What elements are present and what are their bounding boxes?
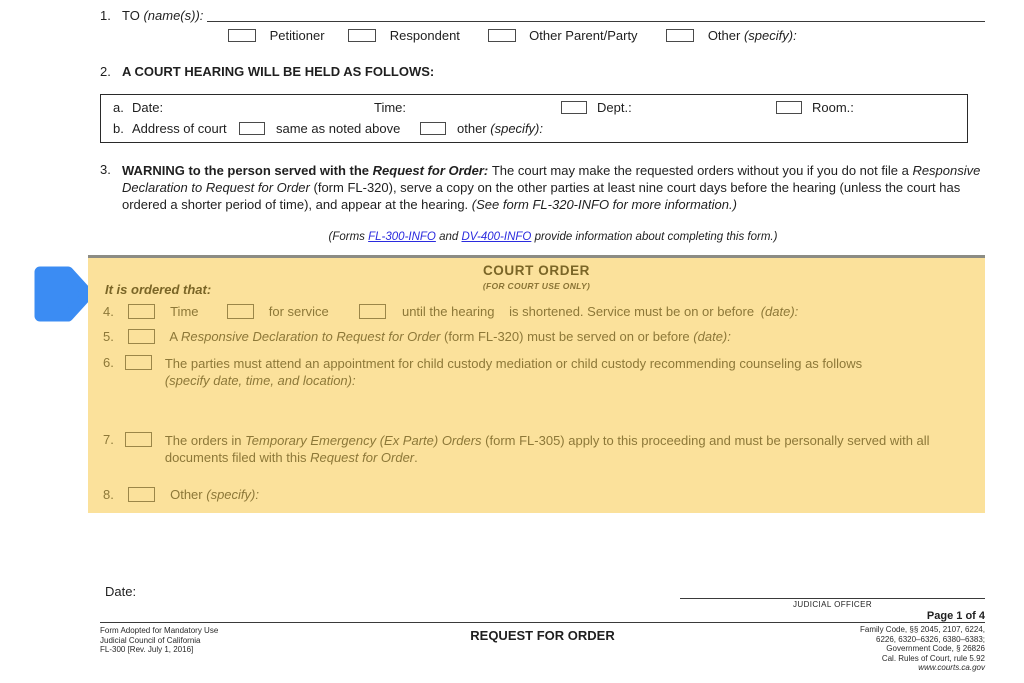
item1-label: TO (name(s)): [122, 8, 204, 23]
forms-info-note: (Forms FL-300-INFO and DV-400-INFO provide information about completing this form.) [328, 231, 778, 243]
other-parent-label: Other Parent/Party [529, 28, 638, 43]
court-order-subtitle: (FOR COURT USE ONLY) [482, 281, 591, 291]
item4-service-checkbox[interactable] [227, 304, 254, 319]
room-checkbox[interactable] [776, 101, 802, 114]
same-address-checkbox[interactable] [239, 122, 265, 135]
petitioner-checkbox[interactable] [228, 29, 256, 42]
petitioner-label: Petitioner [269, 28, 325, 43]
item2-heading: A COURT HEARING WILL BE HELD AS FOLLOWS: [122, 64, 435, 79]
item1-number: 1. [100, 8, 111, 23]
court-order-section [88, 255, 985, 513]
item2-number: 2. [100, 64, 111, 79]
footer-right-block: Family Code, §§ 2045, 2107, 6224, 6226, 6320–6326, 6380–6383; Government Code, § 26826 Cal. Rules of Court, rule 5.92 www.courts.ca.gov [860, 625, 985, 672]
item4-number: 4. [103, 304, 114, 319]
judicial-officer-signature-line[interactable] [680, 583, 985, 599]
item4-hearing-checkbox[interactable] [359, 304, 386, 319]
item7-number: 7. [103, 432, 114, 447]
respondent-label: Respondent [389, 28, 460, 43]
item1-checkbox-row [228, 28, 797, 43]
footer-left-block: Form Adopted for Mandatory Use Judicial Council of California FL-300 [Rev. July 1, 2016] [100, 626, 219, 654]
row-a-letter: a. [113, 100, 124, 115]
other-parent-checkbox[interactable] [488, 29, 516, 42]
item4-service-label: for service [268, 304, 329, 319]
order-item5: 5. A Responsive Declaration to Request for Order (form FL-320) must be served on or before (date): [103, 329, 731, 344]
other-checkbox[interactable] [666, 29, 694, 42]
item8-number: 8. [103, 487, 114, 502]
item4-time-checkbox[interactable] [128, 304, 155, 319]
warning-paragraph: WARNING to the person served with the Request for Order: The court may make the requested orders without you if you do not file a Responsive Declaration to Request for Order (form FL-320), serve a copy on the other parties at least nine court days before the hearing (unless the court has ordered a shorter period of time), and appear at the hearing. (See form FL-320-INFO for more information.) [122, 163, 981, 212]
court-order-title: COURT ORDER [482, 263, 591, 278]
ordered-label: It is ordered that: [105, 282, 212, 297]
item6-number: 6. [103, 355, 114, 370]
page-number: Page 1 of 4 [926, 610, 985, 622]
date-label: Date: [132, 100, 164, 115]
time-label: Time: [374, 100, 407, 115]
address-label: Address of court [132, 121, 227, 136]
dept-label: Dept.: [597, 100, 632, 115]
respondent-checkbox[interactable] [348, 29, 376, 42]
footer-form-title: REQUEST FOR ORDER [470, 628, 615, 643]
item7-checkbox[interactable] [125, 432, 152, 447]
item4-date-label: (date): [760, 304, 799, 319]
order-item4 [103, 304, 798, 319]
dept-checkbox[interactable] [561, 101, 587, 114]
fl300-info-link[interactable]: FL-300-INFO [368, 231, 436, 243]
item4-time-label: Time [170, 304, 199, 319]
item4-shortened-text: is shortened. Service must be on or before [509, 304, 755, 319]
date-field-label: Date: [105, 584, 137, 599]
other-label: Other (specify): [707, 28, 797, 43]
item6-checkbox[interactable] [125, 355, 152, 370]
order-item6: 6. The parties must attend an appointment for child custody mediation or child custody recommending counseling as follows (specify date, time, and location): [103, 355, 863, 388]
item5-number: 5. [103, 329, 114, 344]
judicial-officer-label: JUDICIAL OFFICER [793, 600, 872, 609]
hearing-box [100, 94, 968, 143]
item4-hearing-label: until the hearing [401, 304, 495, 319]
dv400-info-link[interactable]: DV-400-INFO [461, 231, 532, 243]
room-label: Room.: [812, 100, 854, 115]
item5-checkbox[interactable] [128, 329, 155, 344]
footer-divider [100, 622, 985, 623]
same-address-label: same as noted above [276, 121, 401, 136]
blue-pointer-icon [30, 266, 94, 322]
order-item8: 8. Other (specify): [103, 487, 259, 502]
to-names-field[interactable] [207, 5, 985, 22]
other-address-checkbox[interactable] [420, 122, 446, 135]
other-address-label: other (specify): [457, 121, 543, 136]
row-b-letter: b. [113, 121, 124, 136]
order-item7: 7. The orders in Temporary Emergency (Ex Parte) Orders (form FL-305) apply to this proceeding and must be personally served with all documents filed with this Request for Order. [103, 432, 930, 465]
item8-checkbox[interactable] [128, 487, 155, 502]
item3-number: 3. [100, 162, 111, 177]
